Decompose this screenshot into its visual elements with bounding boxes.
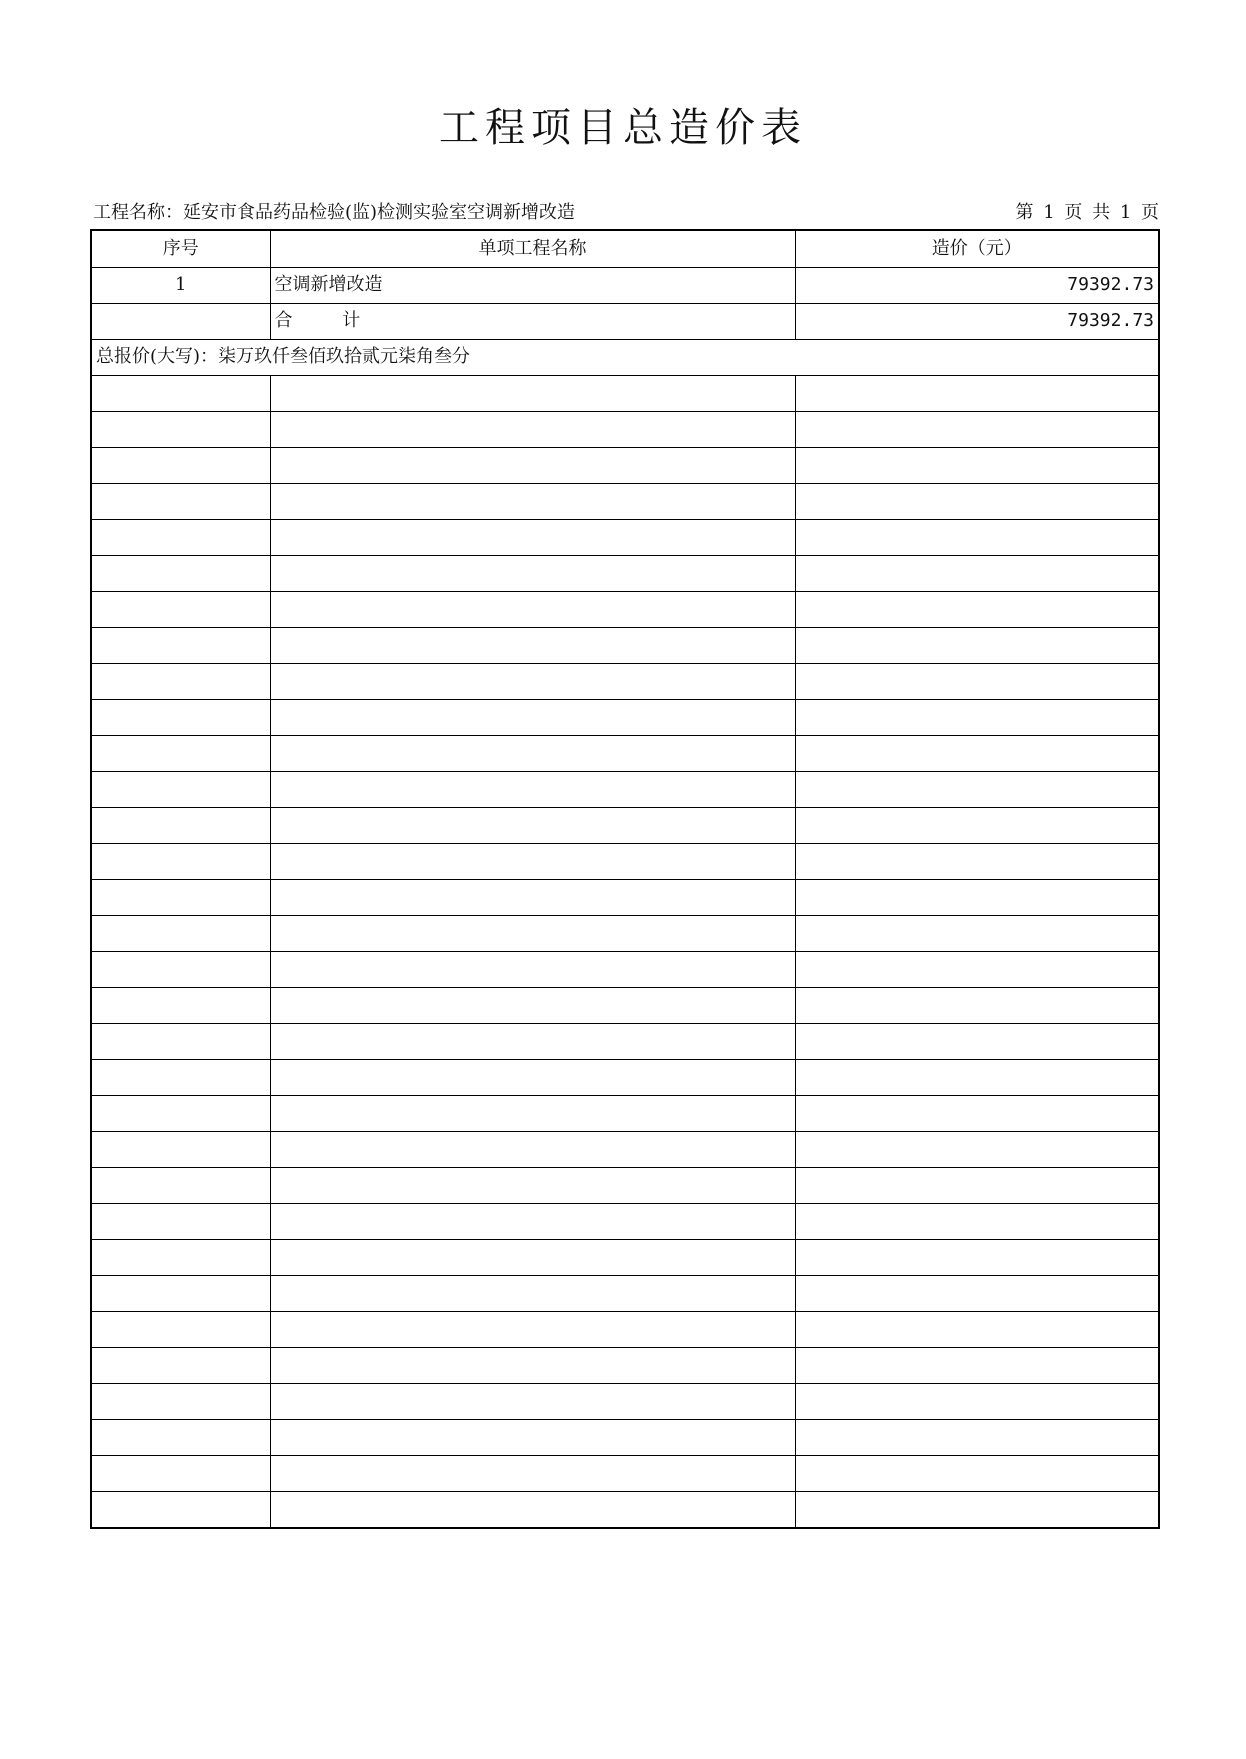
blank-cell	[270, 1419, 795, 1455]
header-cost: 造价（元）	[795, 231, 1158, 267]
blank-cell	[795, 699, 1158, 735]
blank-cell	[92, 1059, 270, 1095]
blank-cell	[270, 1239, 795, 1275]
table-header-row	[92, 231, 1158, 267]
blank-cell	[270, 411, 795, 447]
blank-row	[92, 1491, 1158, 1527]
blank-cell	[92, 663, 270, 699]
blank-cell	[92, 1383, 270, 1419]
blank-cell	[795, 807, 1158, 843]
blank-cell	[795, 519, 1158, 555]
blank-row	[92, 1455, 1158, 1491]
blank-cell	[795, 447, 1158, 483]
blank-cell	[92, 591, 270, 627]
blank-row	[92, 951, 1158, 987]
total-row	[92, 303, 1158, 339]
blank-row	[92, 915, 1158, 951]
blank-row	[92, 879, 1158, 915]
blank-cell	[92, 843, 270, 879]
blank-cell	[795, 879, 1158, 915]
blank-cell	[270, 1059, 795, 1095]
blank-cell	[270, 591, 795, 627]
blank-cell	[270, 1275, 795, 1311]
blank-row	[92, 591, 1158, 627]
blank-cell	[92, 519, 270, 555]
blank-cell	[92, 915, 270, 951]
blank-cell	[92, 1239, 270, 1275]
blank-cell	[795, 915, 1158, 951]
blank-cell	[270, 519, 795, 555]
blank-row	[92, 1167, 1158, 1203]
blank-cell	[795, 735, 1158, 771]
blank-cell	[795, 1131, 1158, 1167]
blank-row	[92, 411, 1158, 447]
total-in-words: 总报价(大写)：柒万玖仟叁佰玖拾贰元柒角叁分	[92, 339, 1158, 375]
blank-cell	[92, 1203, 270, 1239]
row-project-name: 空调新增改造	[270, 267, 795, 303]
blank-cell	[795, 1203, 1158, 1239]
blank-cell	[795, 411, 1158, 447]
blank-cell	[270, 1203, 795, 1239]
blank-cell	[270, 555, 795, 591]
blank-cell	[795, 591, 1158, 627]
blank-row	[92, 447, 1158, 483]
table-row	[92, 267, 1158, 303]
blank-cell	[270, 771, 795, 807]
blank-row	[92, 519, 1158, 555]
blank-cell	[92, 375, 270, 411]
blank-cell	[92, 447, 270, 483]
blank-cell	[795, 1059, 1158, 1095]
blank-cell	[795, 1311, 1158, 1347]
blank-cell	[795, 483, 1158, 519]
page-title: 工程项目总造价表	[439, 105, 807, 151]
total-label: 合 计	[270, 303, 795, 339]
blank-row	[92, 843, 1158, 879]
row-seq	[92, 303, 270, 339]
blank-cell	[795, 1383, 1158, 1419]
blank-cell	[92, 411, 270, 447]
blank-cell	[270, 951, 795, 987]
blank-cell	[270, 987, 795, 1023]
blank-cell	[92, 771, 270, 807]
blank-cell	[270, 1311, 795, 1347]
document-meta	[93, 201, 1159, 225]
blank-cell	[795, 1023, 1158, 1059]
blank-row	[92, 1203, 1158, 1239]
project-name: 工程名称：延安市食品药品检验(监)检测实验室空调新增改造	[93, 202, 576, 223]
blank-cell	[795, 1455, 1158, 1491]
blank-cell	[92, 1275, 270, 1311]
total-in-words-row	[92, 339, 1158, 375]
blank-cell	[92, 1131, 270, 1167]
blank-row	[92, 1023, 1158, 1059]
blank-row	[92, 1419, 1158, 1455]
blank-row	[92, 1131, 1158, 1167]
blank-row	[92, 1311, 1158, 1347]
row-cost: 79392.73	[795, 267, 1158, 303]
blank-cell	[92, 699, 270, 735]
blank-row	[92, 771, 1158, 807]
blank-cell	[270, 1491, 795, 1527]
page-indicator: 第 1 页 共 1 页	[1015, 202, 1159, 223]
blank-cell	[270, 375, 795, 411]
blank-cell	[795, 843, 1158, 879]
blank-cell	[270, 1131, 795, 1167]
blank-cell	[795, 771, 1158, 807]
blank-cell	[270, 627, 795, 663]
cost-summary-table	[90, 229, 1160, 1529]
blank-cell	[92, 807, 270, 843]
blank-cell	[795, 987, 1158, 1023]
blank-cell	[795, 951, 1158, 987]
blank-cell	[92, 1419, 270, 1455]
blank-cell	[795, 1491, 1158, 1527]
blank-cell	[92, 1491, 270, 1527]
blank-row	[92, 483, 1158, 519]
blank-row	[92, 1239, 1158, 1275]
blank-cell	[92, 1347, 270, 1383]
blank-cell	[795, 1275, 1158, 1311]
blank-cell	[92, 951, 270, 987]
blank-row	[92, 987, 1158, 1023]
total-cost: 79392.73	[795, 303, 1158, 339]
blank-row	[92, 1059, 1158, 1095]
blank-cell	[270, 807, 795, 843]
blank-cell	[92, 555, 270, 591]
blank-cell	[92, 1167, 270, 1203]
blank-cell	[795, 375, 1158, 411]
header-seq: 序号	[92, 231, 270, 267]
blank-cell	[92, 483, 270, 519]
blank-row	[92, 735, 1158, 771]
blank-cell	[92, 879, 270, 915]
blank-cell	[270, 879, 795, 915]
blank-cell	[92, 1455, 270, 1491]
row-seq: 1	[92, 267, 270, 303]
blank-cell	[795, 1095, 1158, 1131]
blank-cell	[270, 735, 795, 771]
blank-row	[92, 1095, 1158, 1131]
blank-cell	[270, 1095, 795, 1131]
blank-row	[92, 663, 1158, 699]
blank-cell	[92, 1311, 270, 1347]
header-project-name: 单项工程名称	[270, 231, 795, 267]
blank-cell	[795, 555, 1158, 591]
blank-cell	[92, 987, 270, 1023]
blank-cell	[270, 483, 795, 519]
blank-cell	[270, 699, 795, 735]
blank-cell	[270, 915, 795, 951]
blank-cell	[270, 1347, 795, 1383]
blank-cell	[270, 843, 795, 879]
blank-cell	[92, 1023, 270, 1059]
blank-cell	[270, 1455, 795, 1491]
blank-row	[92, 1383, 1158, 1419]
blank-cell	[92, 1095, 270, 1131]
blank-row	[92, 699, 1158, 735]
blank-cell	[92, 735, 270, 771]
blank-cell	[795, 1239, 1158, 1275]
blank-cell	[795, 1167, 1158, 1203]
blank-cell	[795, 1419, 1158, 1455]
blank-cell	[270, 447, 795, 483]
blank-cell	[795, 663, 1158, 699]
blank-cell	[795, 627, 1158, 663]
blank-cell	[270, 663, 795, 699]
blank-row	[92, 555, 1158, 591]
blank-cell	[795, 1347, 1158, 1383]
blank-row	[92, 627, 1158, 663]
blank-row	[92, 375, 1158, 411]
blank-row	[92, 1275, 1158, 1311]
blank-row	[92, 807, 1158, 843]
blank-cell	[270, 1023, 795, 1059]
blank-row	[92, 1347, 1158, 1383]
blank-cell	[270, 1383, 795, 1419]
blank-cell	[270, 1167, 795, 1203]
blank-cell	[92, 627, 270, 663]
